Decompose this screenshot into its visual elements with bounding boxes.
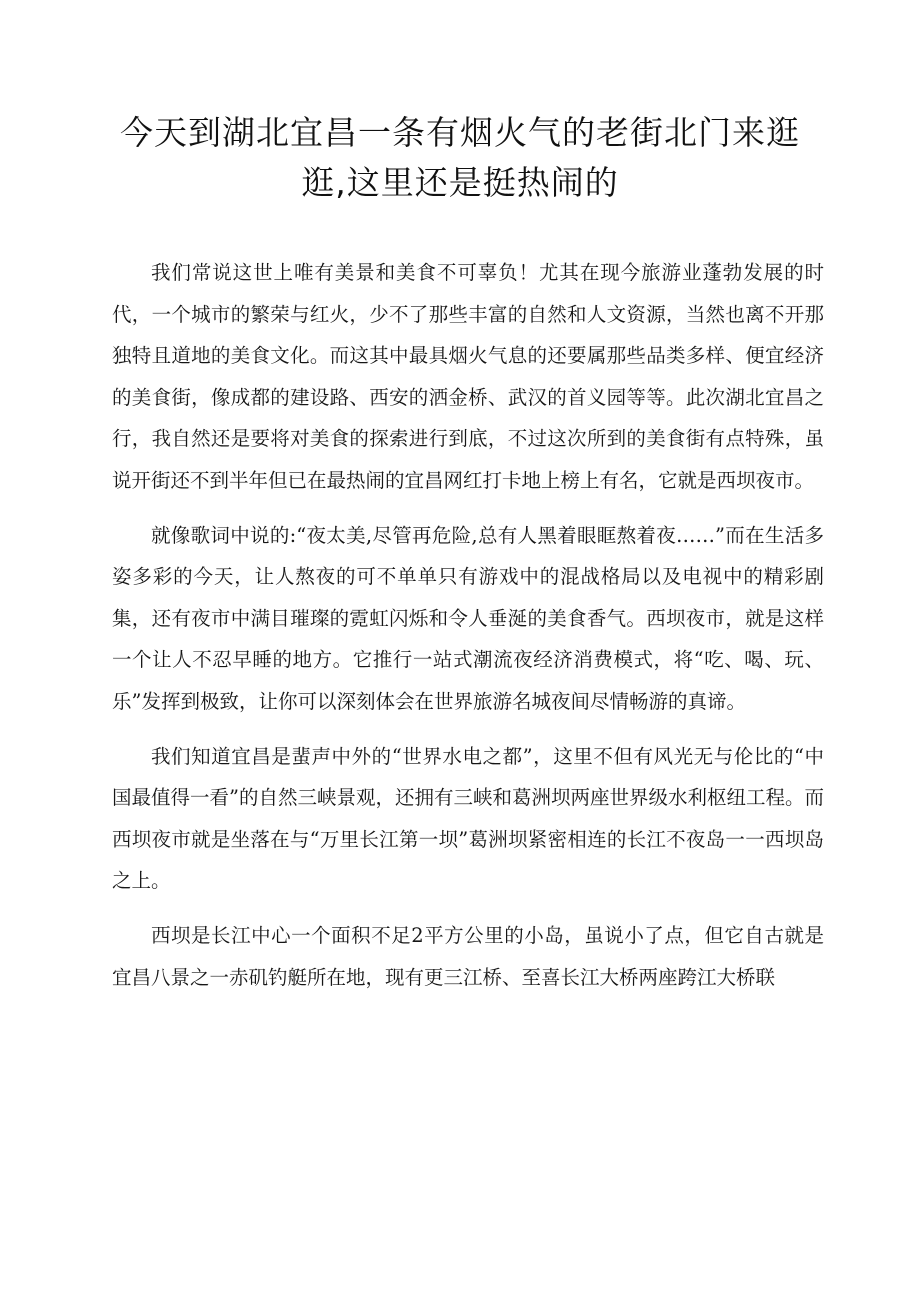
document-title: 今天到湖北宜昌一条有烟火气的老街北门来逛逛,这里还是挺热闹的	[120, 113, 800, 202]
paragraph-1: 我们常说这世上唯有美景和美食不可辜负！尤其在现今旅游业蓬勃发展的时代，一个城市的繁荣与红火，少不了那些丰富的自然和人文资源，当然也离不开那独特且道地的美食文化。而这其中最具烟火气息的还要属那些品类多样、便宜经济的美食街，像成都的建设路、西安的洒金桥、武汉的首义园等等。此次湖北宜昌之行，我自然还是要将对美食的探索进行到底，不过这次所到的美食街有点特殊，虽说开街还不到半年但已在最热闹的宜昌网红打卡地上榜上有名，它就是西坝夜市。	[112, 261, 824, 492]
paragraph-3: 我们知道宜昌是蜚声中外的“世界水电之都”，这里不但有风光无与伦比的“中国最值得一看”的自然三峡景观，还拥有三峡和葛洲坝两座世界级水利枢纽工程。而西坝夜市就是坐落在与“万里长江第一坝”葛洲坝紧密相连的长江不夜岛一一西坝岛之上。	[112, 744, 824, 893]
paragraph-2: 就像歌词中说的:“夜太美,尽管再危险,总有人黑着眼眶熬着夜……”而在生活多姿多彩的今天，让人熬夜的可不单单只有游戏中的混战格局以及电视中的精彩剧集，还有夜市中满目璀璨的霓虹闪烁和令人垂涎的美食香气。西坝夜市，就是这样一个让人不忍早睡的地方。它推行一站式潮流夜经济消费模式，将“吃、喝、玩、乐”发挥到极致，让你可以深刻体会在世界旅游名城夜间尽情畅游的真谛。	[112, 523, 824, 713]
article-body	[112, 252, 824, 1011]
paragraph-4: 西坝是长江中心一个面积不足2平方公里的小岛，虽说小了点，但它自古就是宜昌八景之一赤矶钓艇所在地，现有更三江桥、至喜长江大桥两座跨江大桥联	[112, 923, 824, 989]
